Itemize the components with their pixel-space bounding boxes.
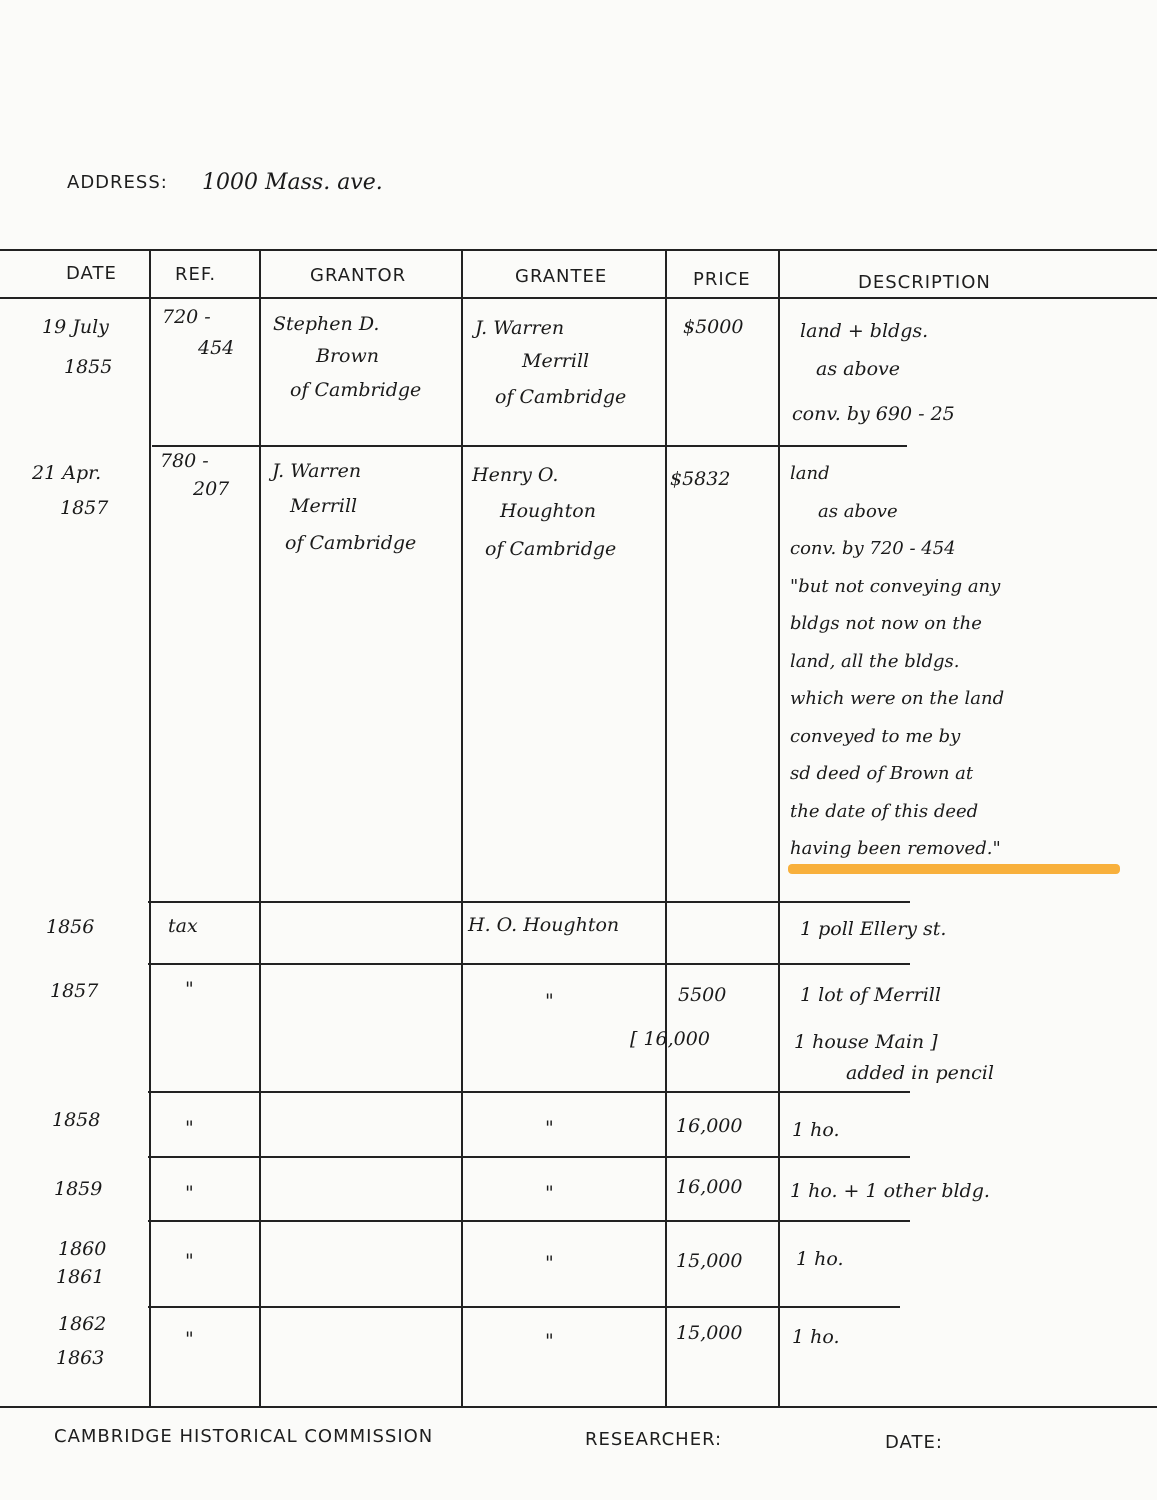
description-cell: as above: [816, 358, 901, 380]
date-cell: 1859: [54, 1178, 103, 1200]
ref-cell: 780 -: [160, 450, 209, 472]
date-cell: 19 July: [42, 316, 109, 338]
ref-cell: ": [185, 1250, 194, 1272]
row-divider: [148, 963, 910, 965]
description-cell: 1 ho.: [796, 1248, 844, 1270]
header-bottom-rule: [0, 297, 1157, 299]
date-cell: 1862: [58, 1313, 107, 1335]
footer-commission: CAMBRIDGE HISTORICAL COMMISSION: [54, 1426, 434, 1447]
description-cell: land as above conv. by 720 - 454 "but not conveying any bldgs not now on the land, all the bldgs. which were on the land conveyed to me by sd deed of Brown at the date of this deed having been removed.": [790, 463, 1005, 859]
col-header-ref: REF.: [175, 264, 217, 285]
price-cell: 15,000: [676, 1250, 743, 1272]
col-header-date: DATE: [66, 263, 117, 284]
row-divider: [148, 901, 910, 903]
description-cell: 1 house Main ]: [794, 1031, 938, 1053]
col-header-price: PRICE: [693, 269, 751, 290]
row-divider: [148, 1091, 910, 1093]
footer-date-label: DATE:: [885, 1432, 943, 1453]
grantee-cell: ": [545, 1330, 554, 1352]
col-header-grantee: GRANTEE: [515, 266, 608, 287]
col-divider-4: [665, 249, 667, 1408]
date-cell: 1855: [64, 356, 113, 378]
description-cell: conv. by 690 - 25: [792, 403, 955, 425]
price-cell: 15,000: [676, 1322, 743, 1344]
grantee-cell: Henry O.: [472, 464, 559, 486]
address-value: 1000 Mass. ave.: [202, 170, 383, 195]
price-cell: [ 16,000: [630, 1028, 710, 1050]
ref-cell: 720 -: [162, 306, 211, 328]
description-cell: land + bldgs.: [800, 320, 929, 342]
date-cell: 21 Apr.: [32, 462, 102, 484]
col-divider-1: [149, 249, 151, 1408]
grantee-cell: ": [545, 990, 554, 1012]
price-cell: 16,000: [676, 1176, 743, 1198]
table-bottom-rule: [0, 1406, 1157, 1408]
grantor-cell: of Cambridge: [290, 379, 422, 401]
price-cell: $5000: [683, 316, 744, 338]
price-cell: 16,000: [676, 1115, 743, 1137]
col-header-grantor: GRANTOR: [310, 265, 407, 286]
date-cell: 1856: [46, 916, 95, 938]
ref-cell: tax: [168, 915, 198, 937]
grantee-cell: of Cambridge: [485, 538, 617, 560]
date-cell: 1857: [50, 980, 99, 1002]
grantee-cell: Houghton: [500, 500, 596, 522]
description-cell: 1 poll Ellery st.: [800, 918, 947, 940]
ref-cell: ": [185, 1182, 194, 1204]
address-label: ADDRESS:: [67, 172, 168, 193]
row-divider: [148, 1220, 910, 1222]
grantor-cell: of Cambridge: [285, 532, 417, 554]
date-cell: 1858: [52, 1109, 101, 1131]
description-cell: 1 ho.: [792, 1119, 840, 1141]
col-divider-2: [259, 249, 261, 1408]
description-cell: 1 ho. + 1 other bldg.: [790, 1180, 990, 1202]
description-cell: added in pencil: [846, 1062, 994, 1084]
footer-researcher-label: RESEARCHER:: [585, 1429, 723, 1450]
date-cell: 1863: [56, 1347, 105, 1369]
grantee-cell: Merrill: [522, 350, 590, 372]
ref-cell: ": [185, 978, 194, 1000]
row-divider: [152, 445, 907, 447]
table-top-rule: [0, 249, 1157, 251]
row-divider: [148, 1306, 900, 1308]
ref-cell: 454: [198, 337, 235, 359]
grantee-cell: ": [545, 1117, 554, 1139]
price-cell: $5832: [670, 468, 731, 490]
date-cell: 1860: [58, 1238, 107, 1260]
grantee-cell: of Cambridge: [495, 386, 627, 408]
ref-cell: ": [185, 1117, 194, 1139]
description-cell: 1 ho.: [792, 1326, 840, 1348]
col-divider-5: [778, 249, 780, 1408]
grantee-cell: H. O. Houghton: [468, 914, 620, 936]
grantee-cell: J. Warren: [475, 317, 565, 339]
col-header-description: DESCRIPTION: [858, 272, 991, 293]
ref-cell: ": [185, 1328, 194, 1350]
grantor-cell: Brown: [316, 345, 379, 367]
col-divider-3: [461, 249, 463, 1408]
grantee-cell: ": [545, 1182, 554, 1204]
grantor-cell: Stephen D.: [273, 313, 380, 335]
date-cell: 1857: [60, 497, 109, 519]
price-cell: 5500: [678, 984, 727, 1006]
grantee-cell: ": [545, 1252, 554, 1274]
ref-cell: 207: [193, 478, 230, 500]
description-cell: 1 lot of Merrill: [800, 984, 941, 1006]
date-cell: 1861: [56, 1266, 105, 1288]
grantor-cell: Merrill: [290, 495, 358, 517]
row-divider: [148, 1156, 910, 1158]
grantor-cell: J. Warren: [272, 460, 362, 482]
